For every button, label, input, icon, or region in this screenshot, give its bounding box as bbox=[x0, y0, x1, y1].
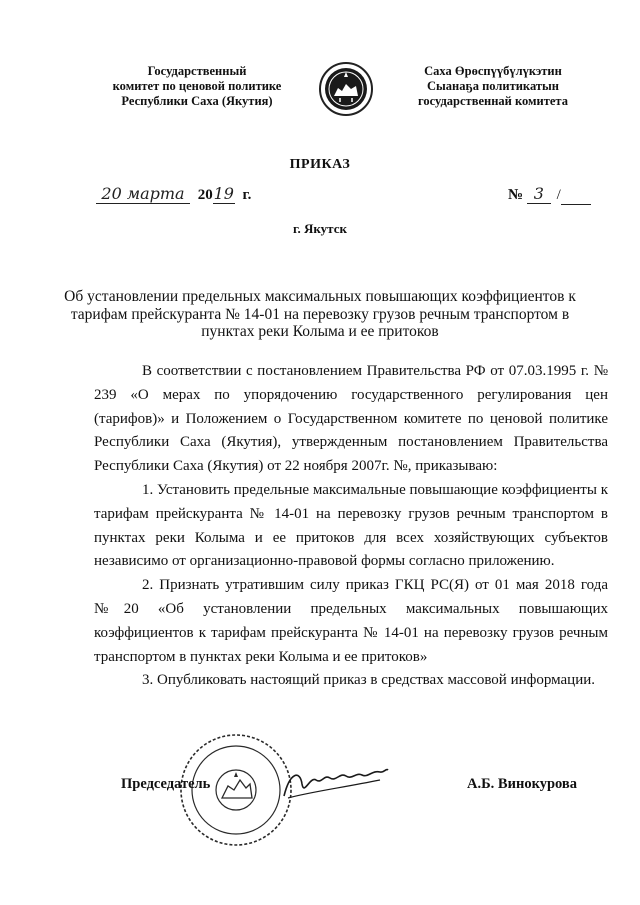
date-line bbox=[96, 184, 251, 204]
number-separator: / bbox=[556, 187, 561, 203]
document-title: ПРИКАЗ bbox=[289, 157, 351, 172]
subject-line-3: пунктах реки Колыма и ее притоков bbox=[201, 323, 439, 340]
header-left-line-3: Республики Саха (Якутия) bbox=[121, 94, 273, 108]
number-handwritten: 3 bbox=[527, 184, 551, 204]
signature-role: Председатель bbox=[121, 776, 211, 792]
signature-name: А.Б. Винокурова bbox=[467, 776, 577, 792]
order-subject bbox=[60, 288, 580, 341]
body-intro: В соответствии с постановлением Правительства РФ от 07.03.1995 г. № 239 «О мерах по упорядочению государственного регулирования цен (тарифов)» и Положением о Государственном комитете по ценовой политике Республики Саха (Якутия), утвержденным постановлением Правительства Республики Саха (Якутия) от 22 ноября 2007г. №, приказываю: bbox=[94, 363, 608, 475]
date-year-prefix: 20 bbox=[197, 187, 213, 203]
header-left-line-2: комитет по ценовой политике bbox=[112, 79, 282, 93]
header-right-line-3: государственнай комитета bbox=[418, 94, 568, 108]
handwritten-signature bbox=[280, 766, 390, 806]
city: г. Якутск bbox=[293, 221, 347, 236]
date-handwritten: 20 марта bbox=[96, 184, 190, 204]
subject-line-2: тарифам прейскуранта № 14-01 на перевозку грузов речным транспортом в bbox=[70, 305, 570, 323]
header-right-line-2: Сыанаҕа политикатын bbox=[427, 79, 559, 93]
body-item-3: 3. Опубликовать настоящий приказ в средствах массовой информации. bbox=[142, 672, 596, 689]
number-blank bbox=[561, 187, 591, 205]
date-year-suffix: г. bbox=[242, 187, 252, 203]
body-item-1: 1. Установить предельные максимальные повышающие коэффициенты к тарифам прейскуранта № 14-01 на перевозку грузов речным транспортом в пунктах реки Колыма и ее притоков для всех хозяйствующих субъектов независимо от организационно-правовой формы согласно приложению. bbox=[94, 481, 608, 570]
header-right-line-1: Саха Өрөспүүбүлүкэтин bbox=[424, 64, 562, 78]
date-year-handwritten: 19 bbox=[213, 184, 234, 203]
body-item-2: 2. Признать утратившим силу приказ ГКЦ РС(Я) от 01 мая 2018 года №20 «Об установлении предельных максимальных повышающих коэффициентов к тарифам прейскуранта № 14-01 на перевозку грузов речным транспортом в пунктах реки Колыма и ее притоков» bbox=[94, 577, 608, 665]
header-left-line-1: Государственный bbox=[147, 64, 247, 78]
header-left bbox=[92, 64, 302, 109]
order-body bbox=[94, 360, 608, 693]
header-right bbox=[388, 64, 598, 109]
emblem-icon bbox=[318, 58, 374, 120]
subject-line-1: Об установлении предельных максимальных повышающих коэффициентов к bbox=[64, 288, 576, 305]
number-prefix: № bbox=[508, 187, 524, 203]
order-number bbox=[508, 184, 591, 205]
